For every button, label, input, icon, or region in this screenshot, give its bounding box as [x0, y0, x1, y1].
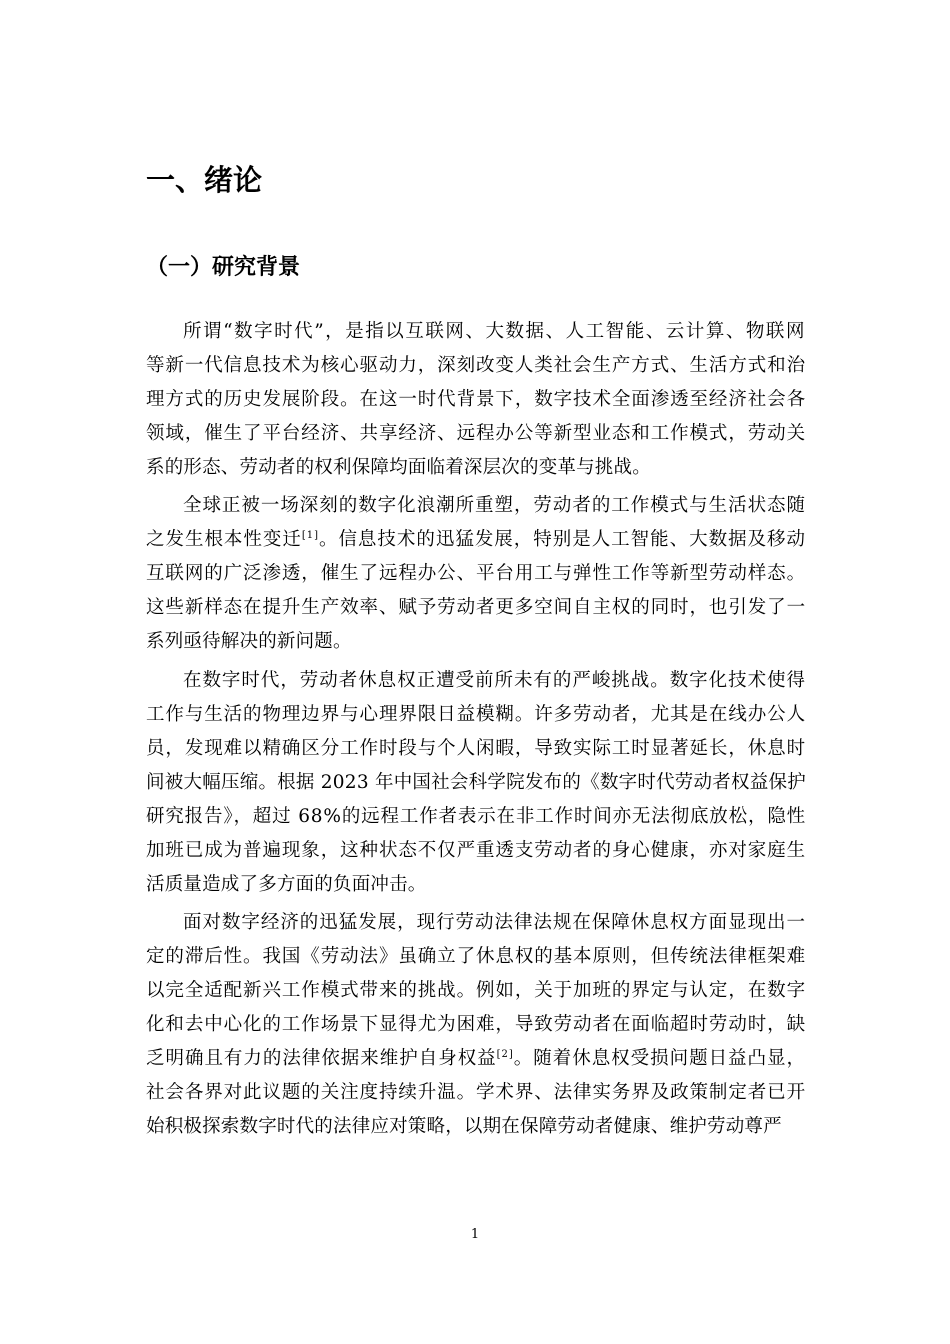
line-text: 乏明确且有力的法律依据来维护自身权益	[146, 1048, 497, 1070]
line-text: 定的滞后性。我国《劳动法》虽确立了休息权的基本原则，但传统法律框架难	[146, 946, 806, 968]
text-line	[146, 417, 806, 451]
text-line	[146, 906, 806, 940]
line-text: 工作与生活的物理边界与心理界限日益模糊。许多劳动者，尤其是在线办公人	[146, 703, 806, 725]
text-line	[146, 868, 806, 902]
text-line	[146, 591, 806, 625]
citation-marker: [1]	[301, 530, 319, 542]
line-text: 。随着休息权受损问题日益凸显，	[513, 1048, 806, 1070]
line-text: 领域，催生了平台经济、共享经济、远程办公等新型业态和工作模式，劳动关	[146, 423, 806, 444]
page-number: 1	[470, 1227, 480, 1242]
text-line	[146, 1076, 806, 1110]
line-text: 员，发现难以精确区分工作时段与个人闲暇，导致实际工时显著延长，休息时	[146, 737, 806, 759]
line-text: 互联网的广泛渗透，催生了远程办公、平台用工与弹性工作等新型劳动样态。	[146, 563, 806, 585]
text-line	[146, 1008, 806, 1042]
text-line	[146, 1110, 806, 1144]
line-text: 社会各界对此议题的关注度持续升温。学术界、法律实务界及政策制定者已开	[146, 1082, 806, 1104]
body-text	[146, 315, 806, 1144]
line-text: 以完全适配新兴工作模式带来的挑战。例如，关于加班的界定与认定，在数字	[146, 980, 806, 1002]
line-text: 理方式的历史发展阶段。在这一时代背景下，数字技术全面渗透至经济社会各	[146, 389, 806, 410]
text-line	[146, 664, 806, 698]
text-line	[146, 557, 806, 591]
text-line	[146, 766, 806, 800]
citation-marker: [2]	[496, 1049, 514, 1061]
text-line	[146, 698, 806, 732]
text-line	[146, 625, 806, 659]
line-text: 。信息技术的迅猛发展，特别是人工智能、大数据及移动	[318, 529, 806, 551]
line-text: 所谓“数字时代”，是指以互联网、大数据、人工智能、云计算、物联网	[183, 321, 806, 342]
paragraph	[146, 906, 806, 1144]
text-line	[146, 349, 806, 383]
line-text: 面对数字经济的迅猛发展，现行劳动法律法规在保障休息权方面显现出一	[183, 912, 806, 934]
paragraph	[146, 315, 806, 485]
line-text: 全球正被一场深刻的数字化浪潮所重塑，劳动者的工作模式与生活状态随	[183, 495, 806, 517]
text-line	[146, 1042, 806, 1076]
text-line	[146, 732, 806, 766]
line-text: 系列亟待解决的新问题。	[146, 631, 352, 653]
text-line	[146, 383, 806, 417]
line-text: 加班已成为普遍现象，这种状态不仅严重透支劳动者的身心健康，亦对家庭生	[146, 839, 806, 861]
text-line	[146, 974, 806, 1008]
text-line	[146, 489, 806, 523]
line-text: 化和去中心化的工作场景下显得尤为困难，导致劳动者在面临超时劳动时，缺	[146, 1014, 806, 1036]
line-text: 系的形态、劳动者的权利保障均面临着深层次的变革与挑战。	[146, 457, 651, 478]
line-text: 之发生根本性变迁	[146, 529, 302, 551]
paragraph	[146, 664, 806, 902]
paragraph	[146, 489, 806, 659]
chapter-heading: 一、绪论	[146, 163, 263, 197]
text-line	[146, 834, 806, 868]
text-line	[146, 523, 806, 557]
line-text: 活质量造成了多方面的负面冲击。	[146, 873, 427, 895]
line-text: 始积极探索数字时代的法律应对策略，以期在保障劳动者健康、维护劳动尊严	[146, 1116, 782, 1138]
line-text: 研究报告》，超过 68%的远程工作者表示在非工作时间亦无法彻底放松，隐性	[146, 805, 806, 827]
section-heading: （一）研究背景	[146, 255, 301, 280]
text-line	[146, 940, 806, 974]
line-text: 间被大幅压缩。根据 2023 年中国社会科学院发布的《数字时代劳动者权益保护	[146, 771, 806, 793]
line-text: 这些新样态在提升生产效率、赋予劳动者更多空间自主权的同时，也引发了一	[146, 597, 806, 619]
line-text: 在数字时代，劳动者休息权正遭受前所未有的严峻挑战。数字化技术使得	[183, 669, 806, 691]
text-line	[146, 315, 806, 349]
text-line	[146, 451, 806, 485]
text-line	[146, 800, 806, 834]
line-text: 等新一代信息技术为核心驱动力，深刻改变人类社会生产方式、生活方式和治	[146, 355, 806, 376]
